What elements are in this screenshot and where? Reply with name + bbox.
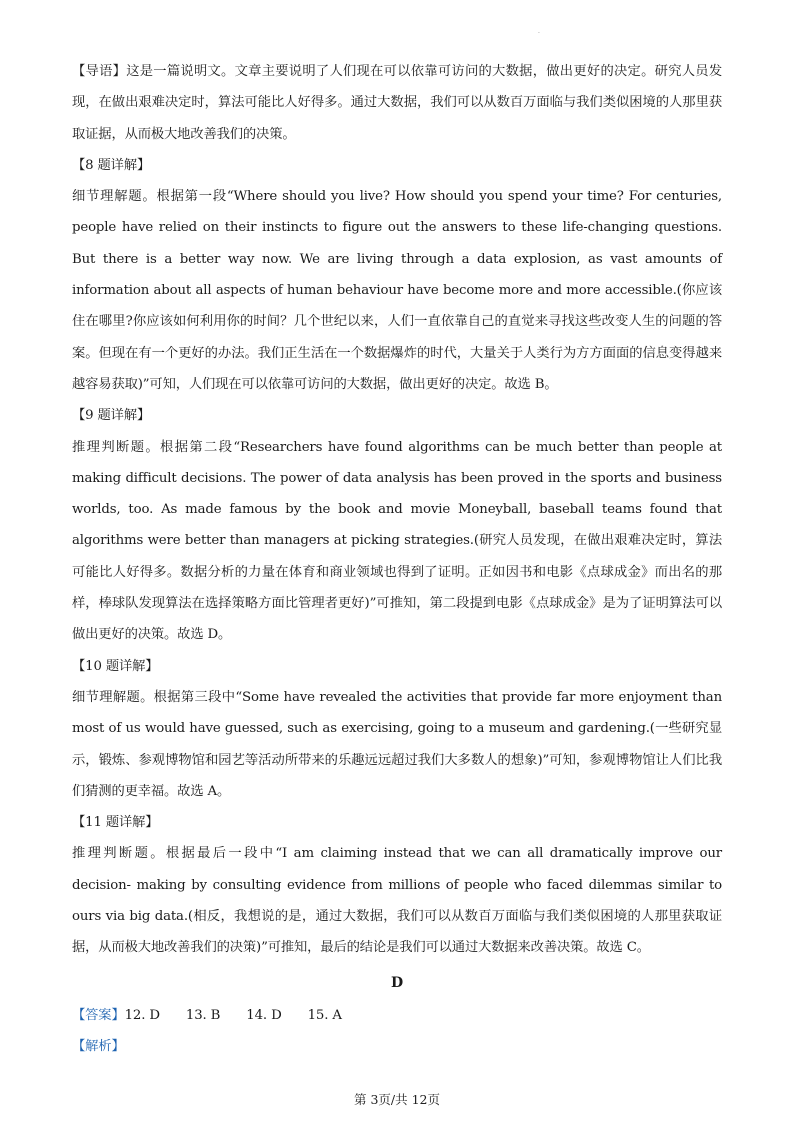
document-body (72, 56, 722, 1062)
q9-body: 推理判断题。根据第二段“Researchers have found algorithms can be much better than people at making difficult decisions. The power of data analysis has been proved in the sports and business worlds, too. As made famous by the book and movie Moneyball, baseball teams found that algorithms were better than managers at picking strategies.(研究人员发现，在做出艰难决定时，算法可能比人好得多。数据分析的力量在体育和商业领域也得到了证明。正如因书和电影《点球成金》而出名的那样，棒球队发现算法在选择策略方面比管理者更好)”可推知，第二段提到电影《点球成金》是为了证明算法可以做出更好的决策。故选 D。 (72, 439, 722, 643)
q10-body: 细节理解题。根据第三段中“Some have revealed the activities that provide far more enjoyment than most of us would have guessed, such as exercising, going to a museum and gardening.(一些研究显示，锻炼、参观博物馆和园艺等活动所带来的乐趣远远超过我们大多数人的想象)”可知，参观博物馆让人们比我们猜测的更幸福。故选 A。 (72, 689, 722, 799)
intro-paragraph: 【导语】这是一篇说明文。文章主要说明了人们现在可以依靠可访问的大数据，做出更好的决定。研究人员发现，在做出艰难决定时，算法可能比人好得多。通过大数据，我们可以从数百万面临与我们类似困境的人那里获取证据，从而极大地改善我们的决策。 (72, 64, 722, 142)
q9-heading: 【9 题详解】 (72, 408, 151, 424)
answer-line (72, 1000, 722, 1031)
answer-item: 12. D (124, 1007, 160, 1023)
answer-item: 15. A (307, 1007, 342, 1023)
analysis-label: 【解析】 (72, 1038, 125, 1054)
q11-body: 推理判断题。根据最后一段中“I am claiming instead that we can all dramatically improve our decision- making by consulting evidence from millions of people who faced dilemmas similar to ours via big data.(相反，我想说的是，通过大数据，我们可以从数百万面临与我们类似困境的人那里获取证据，从而极大地改善我们的决策)”可推知，最后的结论是我们可以通过大数据来改善决策。故选 C。 (72, 846, 722, 956)
top-mark: · (538, 30, 540, 37)
page-footer: 第 3页/共 12页 (353, 1092, 441, 1107)
section-title: D (391, 974, 403, 991)
answer-item: 14. D (246, 1007, 282, 1023)
q8-body: 细节理解题。根据第一段“Where should you live? How should you spend your time? For centuries, people have relied on their instincts to figure out the answers to these life-changing questions. But there is a better way now. We are living through a data explosion, as vast amounts of information about all aspects of human behaviour have become more and more accessible.(你应该住在哪里?你应该如何利用你的时间？几个世纪以来，人们一直依靠自己的直觉来寻找这些改变人生的问题的答案。但现在有一个更好的办法。我们正生活在一个数据爆炸的时代，大量关于人类行为方方面面的信息变得越来越容易获取)”可知，人们现在可以依靠可访问的大数据，做出更好的决定。故选 B。 (72, 189, 722, 392)
q11-heading: 【11 题详解】 (72, 815, 159, 831)
answer-item: 13. B (185, 1007, 221, 1023)
answer-label: 【答案】 (72, 1007, 125, 1023)
q8-heading: 【8 题详解】 (72, 157, 151, 173)
q10-heading: 【10 题详解】 (72, 658, 159, 674)
